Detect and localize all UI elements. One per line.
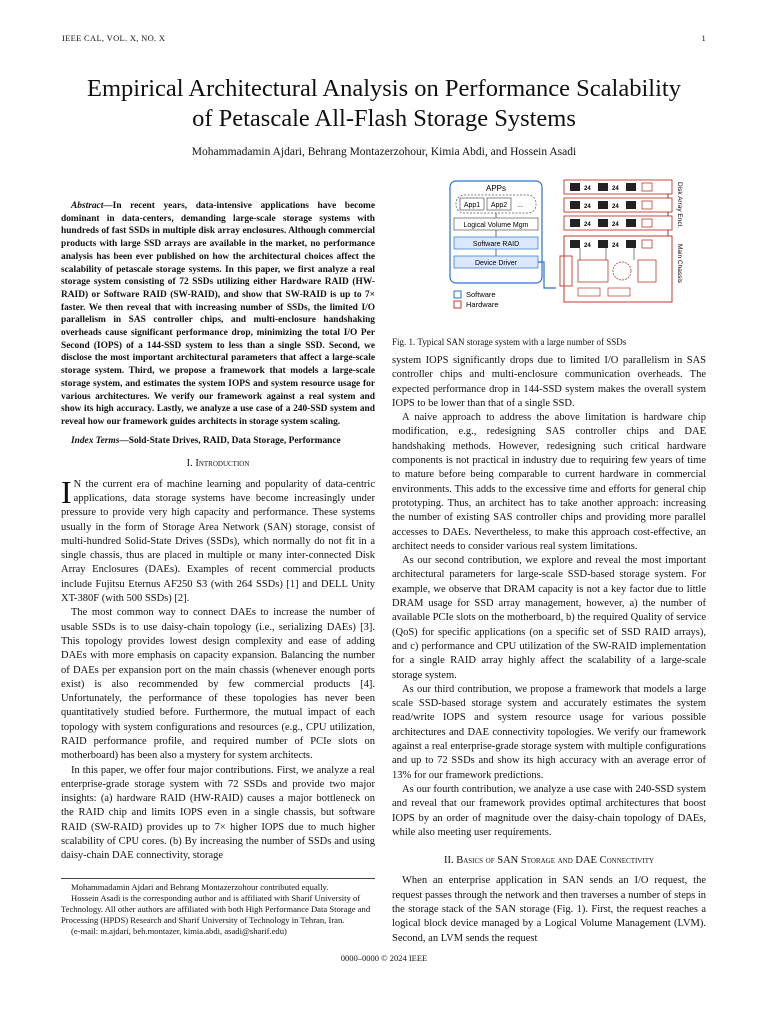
main-chassis bbox=[560, 236, 672, 302]
svg-text:24: 24 bbox=[612, 186, 619, 192]
svg-text:24: 24 bbox=[612, 222, 619, 228]
disk-array-label: Disk Array Encl. bbox=[676, 182, 683, 228]
svg-text:24: 24 bbox=[584, 186, 591, 192]
apps-label: APPs bbox=[485, 184, 507, 193]
figure-1 bbox=[394, 176, 682, 326]
page-number: 1 bbox=[701, 33, 706, 43]
intro-paragraph-3: In this paper, we offer four major contributions. First, we analyze a real enterprise-grade storage system with 72 SSDs and provide two major insights: (a) hardware RAID (HW-RAID) causes a major bottleneck on the RAID chip and limits IOPS even in a single chassis, but software RAID (SW-RAID) provides up to 7× higher IOPS due to much higher scalability of CPU cores. (b) By increasing the number of SSDs and using daisy-chain DAE connectivity, storage bbox=[61, 764, 375, 862]
right-paragraph-2: As our second contribution, we explore and reveal the most important architectural parameters for large-scale SSD-based storage system. For example, we observe that DRAM capacity is not a key factor due to little DRAM usage for SSD array management, however, a) the number of available PCIe slots on the motherboard, b) the required Quality of service (QoS) for specific applications (on a specific set of SSD RAID arrays), and c) performance and CPU utilization of the SW-RAID implementation for a single RAID array highly affect the scalability of a large-scale storage system. bbox=[392, 555, 706, 681]
right-paragraph-0: system IOPS significantly drops due to limited I/O parallelism in SAS controller chips and multi-enclosure communication overheads. The expected performance drop in 144-SSD system makes the overall system IOPS to be lower than that of a single SSD. bbox=[392, 355, 706, 409]
app2-label: App2 bbox=[490, 202, 508, 209]
apps-ellipsis: ... bbox=[517, 202, 523, 209]
right-paragraph-5: When an enterprise application in SAN sends an I/O request, the request passes through the network and then traverses a number of steps in the storage stack of the SAN storage (Fig. 1). First, the request reaches a logical block device managed by a Logical Volume Management (LVM). Second, an LVM sends the request bbox=[392, 875, 706, 944]
legend-software-swatch bbox=[454, 291, 461, 298]
footnote: Mohammadamin Ajdari and Behrang Montazerzohour contributed equally. Hossein Asadi is the corresponding author and is affiliated with Sharif University of Technology. All other authors are affiliated with both High Performance Data Storage and Processing (HPDS) Research and Sharif University of Technology in Tehran, Iran. (e-mail: m.ajdari, beh.montazer, kimia.abdi, asadi@sharif.edu) bbox=[61, 878, 375, 937]
section-heading-intro: I. Introduction bbox=[186, 458, 250, 470]
svg-text:24: 24 bbox=[612, 243, 619, 249]
svg-text:24: 24 bbox=[584, 222, 591, 228]
legend-hardware-label: Hardware bbox=[466, 300, 499, 309]
figure-caption: Fig. 1. Typical SAN storage system with a large number of SSDs bbox=[392, 337, 627, 347]
san-storage-diagram bbox=[394, 176, 682, 326]
legend-software-label: Software bbox=[466, 290, 496, 299]
right-paragraph-3: As our third contribution, we propose a framework that models a large scale SSD-based storage system and accurately estimates the system read/write IOPS and system resource usage for various possible architectures and DAE connectivity topologies. We verify our framework against a real enterprise-grade storage system with multiple configurations and up to 72 SSDs and show its high accuracy with an average error of 13% for our framework predictions. bbox=[392, 683, 706, 781]
intro-paragraph-2: The most common way to connect DAEs to increase the number of usable SSDs is to use daisy-chain topology (i.e., serializing DAEs) [3]. This topology provides lowest design complexity and ease of adding DAEs with more emphasis on capacity expansion. Balancing the number of DAEs per expansion port on the main chassis (whenever enough ports exist) is also recommended by few commercial products [4]. Unfortunately, the performance of these topologies has never been quantitatively studied before. Furthermore, the mutual impact of each topology with system configurations and resources (e.g., CPU utilization, RAID performance profile, and required number of PCIe slots on motherboard) has been also a mystery for system architects. bbox=[61, 607, 375, 762]
right-column bbox=[392, 182, 706, 946]
app1-label: App1 bbox=[463, 202, 481, 209]
abstract: Abstract—In recent years, data-intensive applications have become dominant in data-centers, demanding large-scale storage systems with hundreds of fast SSDs in multiple disk array enclosures. Although commercial products with large SSD arrays are available in the market, no performance analysis has been ever published on how the architectural choices affect the scalability of petascale storage systems. In this paper, we first analyze a real storage system consisting of 72 SSDs utilizing either Hardware RAID (HW-RAID) or Software RAID (SW-RAID), and show that SW-RAID is up to 7× faster. We then reveal that with increasing number of SSDs, the limited I/O parallelism in SAS controller chips, and multi-enclosure handshaking overheads cause significant performance drop, minimizing the total I/O Per Second (IOPS) of a 144-SSD system to less than a single SSD. Second, we disclose the most important architectural parameters that affect a large-scale storage system. Third, we propose a framework that models a large-scale storage system, and estimates the system IOPS and system resource usage for various architectures. We verify our framework against a real system and show its high accuracy. Lastly, we analyze a use case of a 240-SSD system and reveal how our framework guides architects in storage system scaling. bbox=[61, 201, 375, 427]
sw-raid-label: Software RAID bbox=[472, 241, 520, 248]
paper-title: Empirical Architectural Analysis on Performance Scalability of Petascale All-Flash Storage Systems bbox=[87, 75, 681, 132]
legend-hardware-swatch bbox=[454, 301, 461, 308]
lvm-label: Logical Volume Mgm bbox=[463, 222, 529, 229]
section-heading-basics: II. Basics of SAN Storage and DAE Connectivity bbox=[443, 855, 655, 867]
index-terms: Index Terms—Sold-State Drives, RAID, Data Storage, Performance bbox=[71, 435, 341, 446]
drop-cap: I bbox=[61, 473, 72, 510]
intro-paragraph-1: I N the current era of machine learning and popularity of data-centric applications, data storage systems have become increasingly under pressure to provide very high capacity and performance. These systems usually in the form of Storage Area Network (SAN) storage, consist of multi-hundred Solid-State Drives (SSDs), which normally do not fit in a single chassis, thus are placed in multiple or many inter-connected Disk Array Enclosures (DAEs). Examples of recent commercial products include Fujitsu Eternus AF250 S3 (with 264 SSDs) [1] and DELL Unity XT-380F (with 500 SSDs) [2]. bbox=[61, 473, 375, 605]
running-header: IEEE CAL, VOL. X, NO. X bbox=[62, 33, 166, 43]
svg-text:24: 24 bbox=[584, 243, 591, 249]
author-list: Mohammadamin Ajdari, Behrang Montazerzohour, Kimia Abdi, and Hossein Asadi bbox=[191, 146, 577, 158]
right-paragraph-4: As our fourth contribution, we analyze a use case with 240-SSD system and reveal that our framework provides optimal architectures that boost IOPS by an order of magnitude over the daisy-chain topology of DAEs, while also meeting user requirements. bbox=[392, 783, 706, 838]
right-paragraph-1: A naive approach to address the above limitation is hardware chip modification, e.g., redesigning SAS controller chips and DAE handshaking methods. However, redesigning such critical hardware components is not practical in industry due to requiring few years of time to mature before being comparable to current hardware in commercial environments. This adds to the excessive time and efforts for general chip prototyping. Thus, an architect has to take another approach: increasing the number of existing SAS controller chips and providing more parallel accesses to DAEs. Nevertheless, to make this approach cost-effective, an architect needs to consider various real system limitations. bbox=[392, 412, 706, 552]
disk-array-enclosures bbox=[564, 180, 672, 230]
left-column bbox=[61, 200, 375, 864]
svg-text:24: 24 bbox=[612, 204, 619, 210]
page-footer: 0000–0000 © 2024 IEEE bbox=[340, 953, 428, 963]
svg-text:24: 24 bbox=[584, 204, 591, 210]
device-driver-label: Device Driver bbox=[474, 260, 518, 267]
main-chassis-label: Main Chassis bbox=[676, 244, 683, 284]
